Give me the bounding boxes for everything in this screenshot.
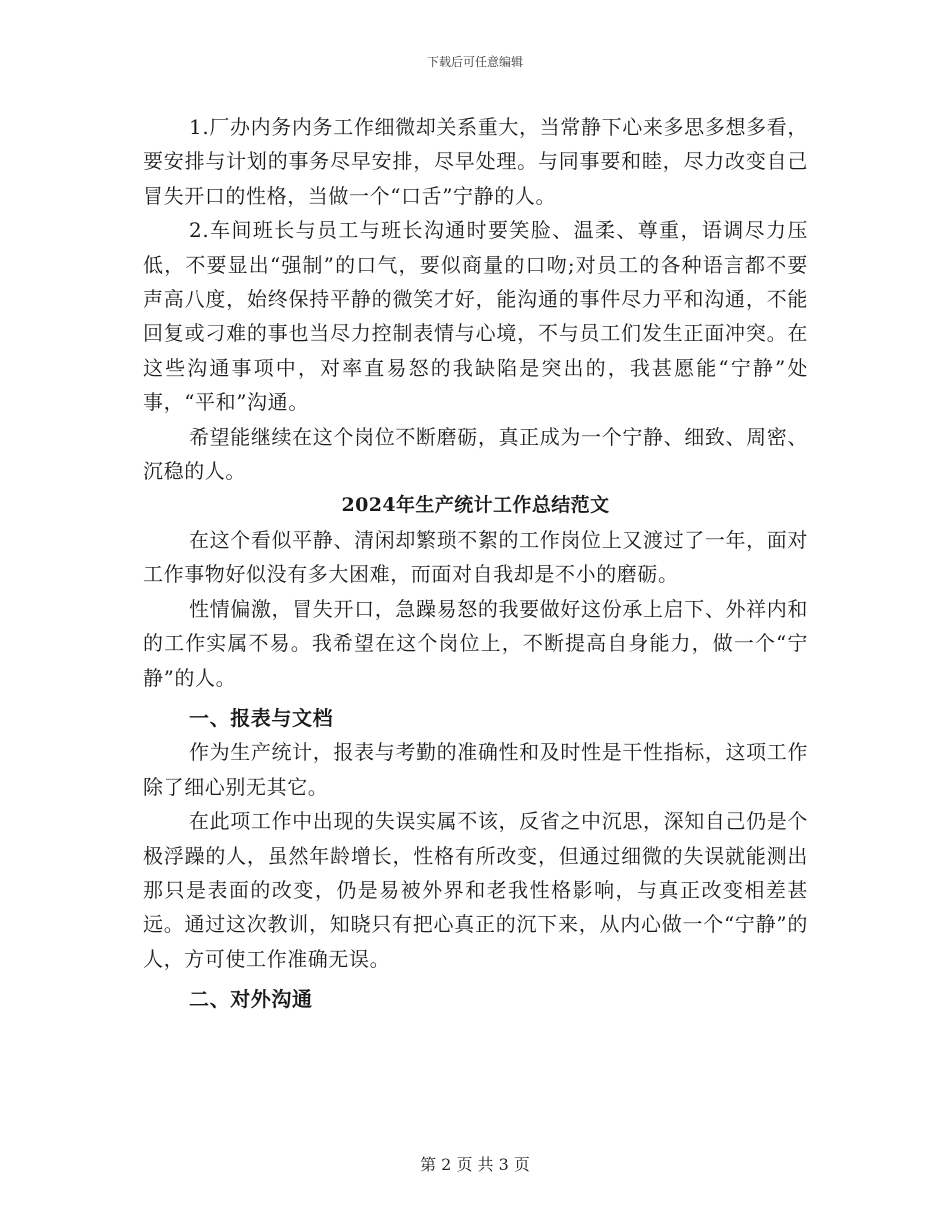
page-footer: 第 2 页 共 3 页 <box>420 1155 530 1174</box>
paragraph-office-affairs: 1.厂办内务内务工作细微却关系重大，当常静下心来多思多想多看，要安排与计划的事务尽早安排，尽早处理。与同事要和睦，尽力改变自己冒失开口的性格，当做一个“口舌”宁静的人。 <box>143 115 808 208</box>
paragraph-temperament: 性情偏激，冒失开口，急躁易怒的我要做好这份承上启下、外祥内和的工作实属不易。我希望在这个岗位上，不断提高自身能力，做一个“宁静”的人。 <box>143 596 808 690</box>
page-header: 下载后可任意编辑 <box>426 55 523 69</box>
paragraph-reports-reflection: 在此项工作中出现的失误实属不该，反省之中沉思，深知自己仍是个极浮躁的人，虽然年龄增长，性格有所改变，但通过细微的失误就能测出那只是表面的改变，仍是易被外界和老我性格影响，与真正改变相差甚远。通过这次教训，知晓只有把心真正的沉下来，从内心做一个“宁静”的人，方可使工作准确无误。 <box>143 809 808 971</box>
paragraph-reports-accuracy: 作为生产统计，报表与考勤的准确性和及时性是干性指标，这项工作除了细心别无其它。 <box>143 740 808 799</box>
paragraph-intro: 在这个看似平静、清闲却繁琐不絮的工作岗位上又渡过了一年，面对工作事物好似没有多大困难，而面对自我却是不小的磨砺。 <box>143 527 808 587</box>
paragraph-workshop-communication: 2.车间班长与员工与班长沟通时要笑脸、温柔、尊重，语调尽力压低，不要显出“强制”的口气，要似商量的口吻;对员工的各种语言都不要声高八度，始终保持平静的微笑才好，能沟通的事件尽力平和沟通，不能回复或刁难的事也当尽力控制表情与心境，不与员工们发生正面冲突。在这些沟通事项中，对率直易怒的我缺陷是突出的，我甚愿能“宁静”处事，“平和”沟通。 <box>143 218 808 415</box>
document-body <box>143 110 808 1017</box>
section-heading-external-communication: 二、对外沟通 <box>189 987 313 1012</box>
section-heading-reports: 一、报表与文档 <box>189 705 334 730</box>
paragraph-hope: 希望能继续在这个岗位不断磨砺，真正成为一个宁静、细致、周密、沉稳的人。 <box>143 424 808 484</box>
document-title: 2024年生产统计工作总结范文 <box>341 494 610 517</box>
